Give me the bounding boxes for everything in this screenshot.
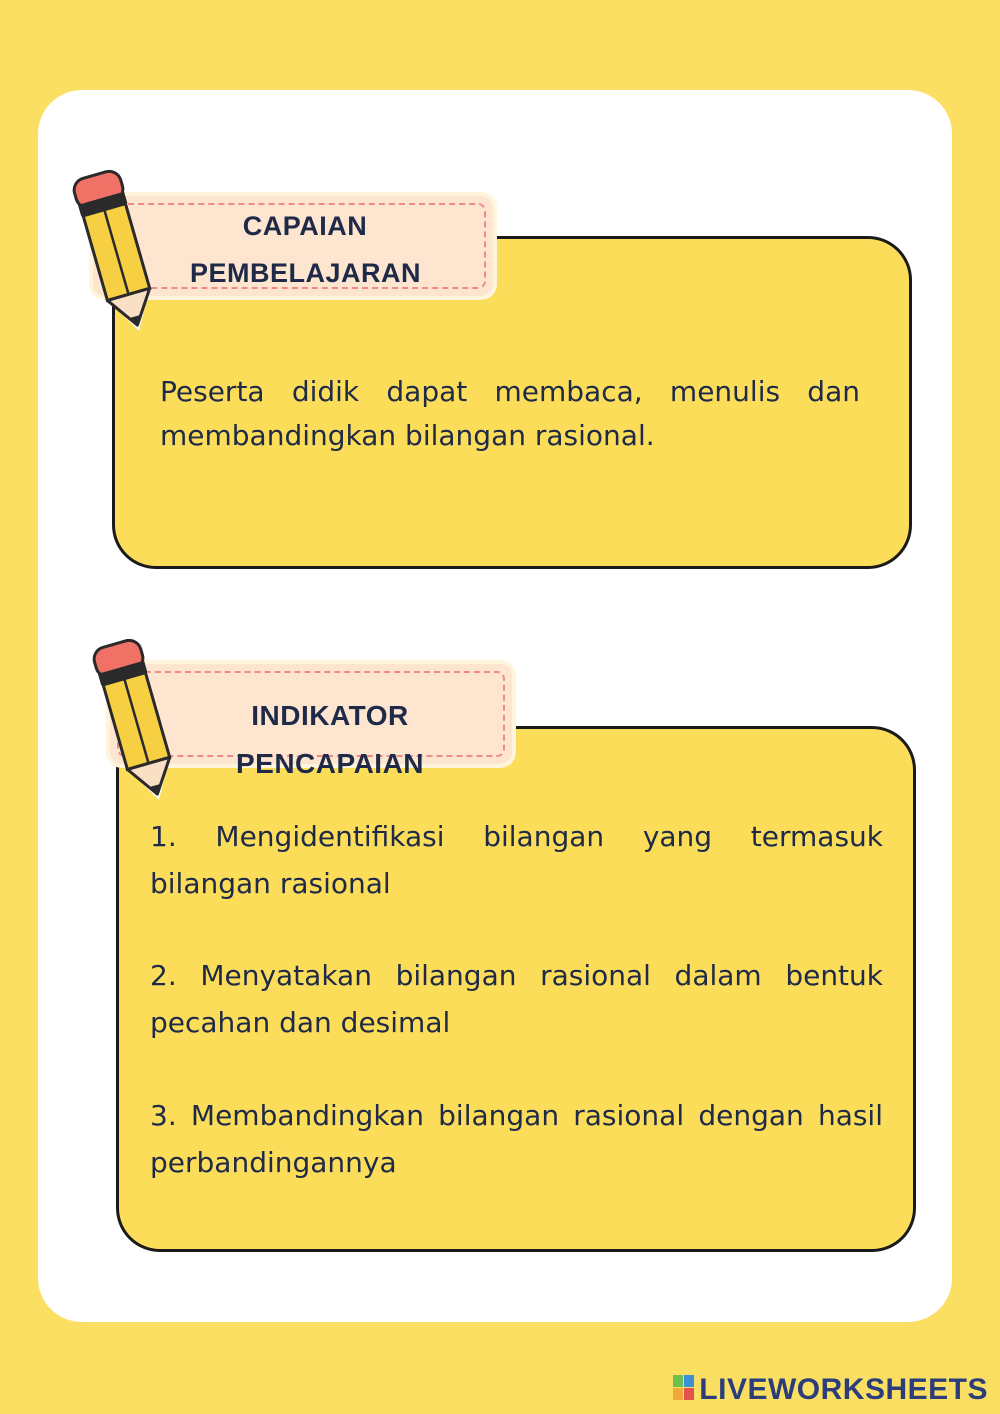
capaian-text: Peserta didik dapat membaca, menulis dan membandingkan bilangan rasional. (160, 375, 860, 452)
pencil-icon (72, 165, 168, 339)
liveworksheets-brand: LIVEWORKSHEETS (699, 1373, 988, 1406)
liveworksheets-logo[interactable] (673, 1372, 988, 1408)
liveworksheets-logo-icon (673, 1375, 695, 1405)
indikator-item: 1. Mengidentifikasi bilangan yang termasuk bilangan rasional (150, 820, 883, 900)
indikator-item: 2. Menyatakan bilangan rasional dalam bentuk pecahan dan desimal (150, 959, 883, 1039)
indikator-item: 3. Membandingkan bilangan rasional dengan hasil perbandingannya (150, 1099, 883, 1179)
capaian-title: CAPAIAN PEMBELAJARAN (190, 211, 422, 288)
indikator-title: INDIKATOR PENCAPAIAN (235, 700, 425, 779)
pencil-icon (92, 634, 188, 808)
